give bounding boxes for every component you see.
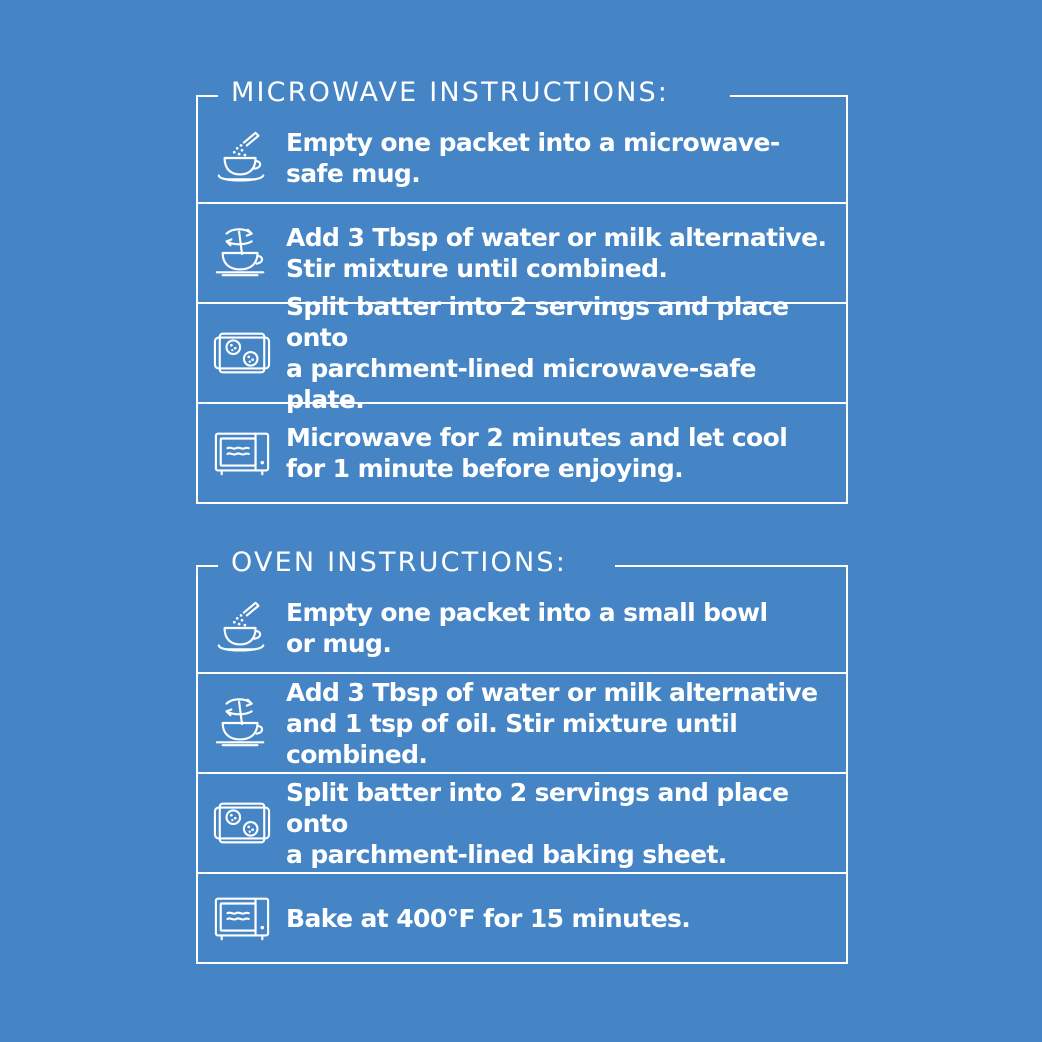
microwave-icon [198, 886, 286, 950]
header-line-left [196, 565, 218, 567]
header-line-right [730, 95, 848, 97]
header-line-left-vertical [196, 565, 198, 583]
step-text: Empty one packet into a microwave- safe mug. [286, 127, 780, 188]
header-line-right [615, 565, 848, 567]
microwave-step-2 [198, 202, 846, 302]
microwave-step-list [196, 113, 848, 504]
header-line-left [196, 95, 218, 97]
oven-step-1 [198, 583, 846, 672]
cup-stir-icon [198, 221, 286, 285]
oven-step-3 [198, 772, 846, 872]
cup-pour-icon [198, 596, 286, 660]
baking-tray-icon [198, 321, 286, 385]
microwave-step-3 [198, 292, 846, 414]
microwave-section-title: MICROWAVE INSTRUCTIONS: [231, 77, 670, 108]
step-text: Microwave for 2 minutes and let cool for 1 minute before enjoying. [286, 423, 788, 483]
microwave-icon [198, 421, 286, 485]
cup-stir-icon [198, 691, 286, 755]
microwave-step-4 [198, 402, 846, 502]
microwave-step-1 [198, 113, 846, 202]
header-line-right-vertical [846, 95, 848, 113]
cup-pour-icon [198, 126, 286, 190]
oven-step-list [196, 583, 848, 964]
step-text: Split batter into 2 servings and place onto a parchment-lined microwave-safe plate. [286, 292, 789, 414]
step-text: Split batter into 2 servings and place onto a parchment-lined baking sheet. [286, 777, 789, 869]
oven-step-2 [198, 672, 846, 772]
step-text: Bake at 400°F for 15 minutes. [286, 903, 691, 933]
microwave-instructions-section [196, 73, 848, 504]
step-text: Empty one packet into a small bowl or mug. [286, 597, 768, 658]
section-header [196, 543, 848, 583]
header-line-right-vertical [846, 565, 848, 583]
oven-section-title: OVEN INSTRUCTIONS: [231, 547, 567, 578]
header-line-left-vertical [196, 95, 198, 113]
step-text: Add 3 Tbsp of water or milk alternative and 1 tsp of oil. Stir mixture until combined. [286, 677, 818, 769]
step-text: Add 3 Tbsp of water or milk alternative. Stir mixture until combined. [286, 223, 827, 283]
baking-tray-icon [198, 791, 286, 855]
section-header [196, 73, 848, 113]
oven-step-4 [198, 872, 846, 962]
oven-instructions-section [196, 543, 848, 964]
